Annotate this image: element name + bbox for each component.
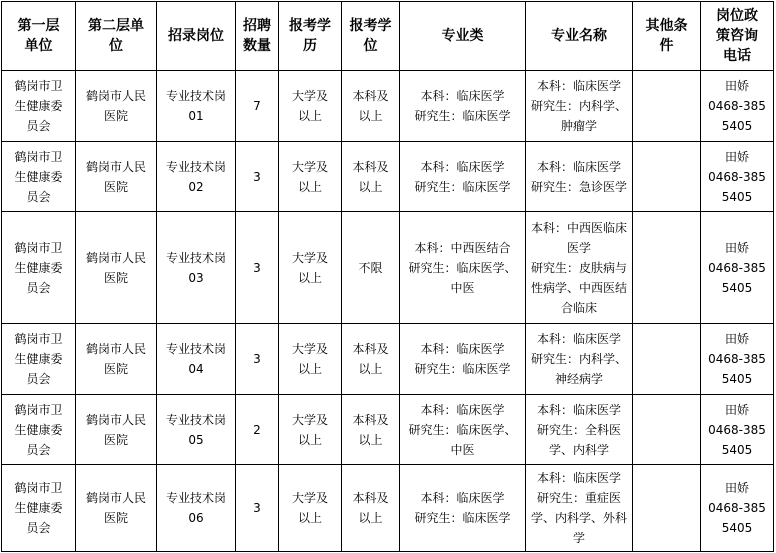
cell-level2-unit: 鹤岗市人民 医院	[76, 212, 157, 324]
cell-count: 3	[236, 212, 279, 324]
cell-degree: 本科及 以上	[342, 71, 400, 142]
header-education: 报考学 历	[279, 2, 342, 71]
cell-education: 大学及 以上	[279, 71, 342, 142]
header-consult-phone: 岗位政 策咨询 电话	[701, 2, 774, 71]
cell-other	[633, 212, 701, 324]
table-row	[2, 71, 774, 142]
header-major-category: 专业类	[400, 2, 526, 71]
table-row	[2, 465, 774, 552]
cell-level1-unit: 鹤岗市卫 生健康委 员会	[2, 395, 76, 465]
header-degree: 报考学 位	[342, 2, 400, 71]
cell-level2-unit: 鹤岗市人民 医院	[76, 142, 157, 212]
cell-degree: 本科及 以上	[342, 324, 400, 395]
cell-count: 3	[236, 324, 279, 395]
cell-major-name: 本科：临床医学 研究生：全科医 学、内科学	[526, 395, 633, 465]
table-row	[2, 142, 774, 212]
cell-level1-unit: 鹤岗市卫 生健康委 员会	[2, 324, 76, 395]
header-major-name: 专业名称	[526, 2, 633, 71]
cell-count: 3	[236, 142, 279, 212]
cell-consult-phone: 田娇 0468-385 5405	[701, 465, 774, 552]
header-row	[2, 2, 774, 71]
header-count: 招聘 数量	[236, 2, 279, 71]
cell-major-name: 本科：临床医学 研究生：急诊医学	[526, 142, 633, 212]
cell-post: 专业技术岗 06	[157, 465, 236, 552]
recruitment-table	[1, 1, 774, 552]
cell-level2-unit: 鹤岗市人民 医院	[76, 395, 157, 465]
cell-major-category: 本科：临床医学 研究生：临床医学、 中医	[400, 395, 526, 465]
cell-post: 专业技术岗 01	[157, 71, 236, 142]
cell-major-name: 本科：临床医学 研究生：重症医 学、内科学、外科 学	[526, 465, 633, 552]
cell-major-name: 本科：中西医临床 医学 研究生：皮肤病与 性病学、中西医结 合临床	[526, 212, 633, 324]
cell-count: 7	[236, 71, 279, 142]
cell-consult-phone: 田娇 0468-385 5405	[701, 395, 774, 465]
cell-major-category: 本科：中西医结合 研究生：临床医学、 中医	[400, 212, 526, 324]
cell-education: 大学及 以上	[279, 395, 342, 465]
cell-consult-phone: 田娇 0468-385 5405	[701, 71, 774, 142]
cell-level2-unit: 鹤岗市人民 医院	[76, 71, 157, 142]
table-row	[2, 212, 774, 324]
cell-count: 2	[236, 395, 279, 465]
cell-post: 专业技术岗 03	[157, 212, 236, 324]
cell-level1-unit: 鹤岗市卫 生健康委 员会	[2, 465, 76, 552]
cell-level1-unit: 鹤岗市卫 生健康委 员会	[2, 71, 76, 142]
cell-degree: 不限	[342, 212, 400, 324]
cell-consult-phone: 田娇 0468-385 5405	[701, 212, 774, 324]
cell-education: 大学及 以上	[279, 465, 342, 552]
cell-post: 专业技术岗 02	[157, 142, 236, 212]
cell-education: 大学及 以上	[279, 212, 342, 324]
header-level1-unit: 第一层 单位	[2, 2, 76, 71]
header-other: 其他条 件	[633, 2, 701, 71]
cell-major-category: 本科：临床医学 研究生：临床医学	[400, 71, 526, 142]
cell-other	[633, 142, 701, 212]
cell-major-category: 本科：临床医学 研究生：临床医学	[400, 465, 526, 552]
table-row	[2, 395, 774, 465]
cell-other	[633, 71, 701, 142]
cell-post: 专业技术岗 04	[157, 324, 236, 395]
cell-consult-phone: 田娇 0468-385 5405	[701, 324, 774, 395]
cell-other	[633, 395, 701, 465]
cell-other	[633, 465, 701, 552]
cell-education: 大学及 以上	[279, 142, 342, 212]
cell-degree: 本科及 以上	[342, 395, 400, 465]
cell-degree: 本科及 以上	[342, 465, 400, 552]
cell-level2-unit: 鹤岗市人民 医院	[76, 324, 157, 395]
table-row	[2, 324, 774, 395]
cell-major-name: 本科：临床医学 研究生：内科学、 神经病学	[526, 324, 633, 395]
cell-major-category: 本科：临床医学 研究生：临床医学	[400, 142, 526, 212]
cell-level2-unit: 鹤岗市人民 医院	[76, 465, 157, 552]
cell-major-category: 本科：临床医学 研究生：临床医学	[400, 324, 526, 395]
cell-education: 大学及 以上	[279, 324, 342, 395]
header-level2-unit: 第二层单 位	[76, 2, 157, 71]
cell-count: 3	[236, 465, 279, 552]
header-post: 招录岗位	[157, 2, 236, 71]
cell-consult-phone: 田娇 0468-385 5405	[701, 142, 774, 212]
cell-level1-unit: 鹤岗市卫 生健康委 员会	[2, 212, 76, 324]
cell-degree: 本科及 以上	[342, 142, 400, 212]
cell-post: 专业技术岗 05	[157, 395, 236, 465]
cell-level1-unit: 鹤岗市卫 生健康委 员会	[2, 142, 76, 212]
cell-other	[633, 324, 701, 395]
cell-major-name: 本科：临床医学 研究生：内科学、 肿瘤学	[526, 71, 633, 142]
